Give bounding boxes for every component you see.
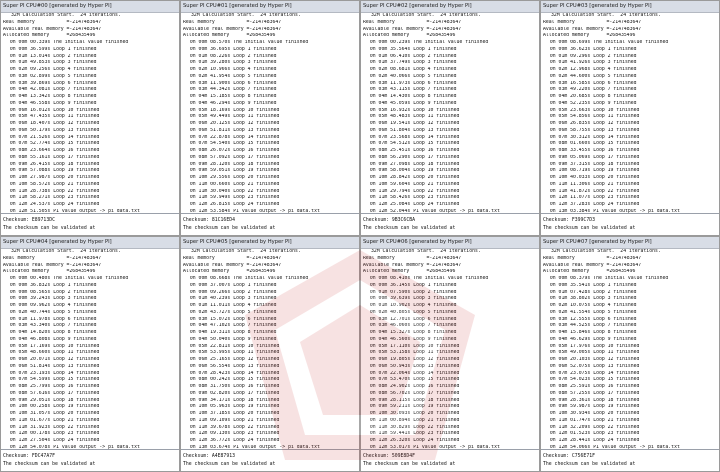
loop-line: 0h 04m 19.311s Loop 8 finished: [187, 330, 277, 335]
memory-line: Available real memory =-2147483647: [363, 26, 462, 32]
loop-line: 0h 11m 11.306s Loop 21 finished: [547, 181, 640, 187]
loop-line: 0h 04m 14.430s Loop 8 finished: [367, 94, 457, 99]
loop-line: 0h 10m 30.093s Loop 20 finished: [367, 411, 460, 416]
loop-line: 0h 08m 31.750s Loop 16 finished: [187, 384, 280, 389]
loop-line: 0h 11m 01.747s Loop 21 finished: [547, 417, 640, 423]
checksum-note: The checksum can be validated at: [3, 461, 96, 467]
checksum-label: Checksum: 81C16ED4: [183, 218, 235, 223]
pi-output-line: 0h 12m 53.017s PI value output -> pi_data.txt: [367, 444, 500, 450]
loop-line: 0h 11m 01.677s Loop 21 finished: [7, 417, 100, 423]
memory-line: Available real memory =-2147483647: [543, 26, 642, 32]
loop-line: 0h 09m 57.088s Loop 19 finished: [7, 168, 100, 174]
loop-line: 0h 05m 49.005s Loop 11 finished: [547, 350, 640, 356]
loop-line: 0h 07m 23.075s Loop 14 finished: [547, 370, 640, 376]
memory-line: Real memory =-2147483647: [3, 19, 102, 25]
loop-line: 0h 08m 25.799s Loop 16 finished: [7, 384, 100, 389]
loop-line: 0h 12m 00.178s Loop 23 finished: [7, 431, 100, 437]
window-title[interactable]: Super PI CPU#02 [generated by Hyper PI]: [361, 1, 539, 13]
window-title[interactable]: Super PI CPU#06 [generated by Hyper PI]: [361, 237, 539, 249]
loop-line: 0h 09m 58.004s Loop 19 finished: [367, 168, 460, 174]
window-title[interactable]: Super PI CPU#05 [generated by Hyper PI]: [181, 237, 359, 249]
loop-line: 0h 09m 37.315s Loop 18 finished: [547, 161, 640, 167]
loop-line: 0h 00m 36.832s Loop 1 finished: [7, 282, 97, 288]
loop-line: 0h 08m 56.702s Loop 17 finished: [367, 390, 460, 396]
loop-line: 0h 04m 13.342s Loop 8 finished: [7, 94, 97, 99]
loop-line: 0h 03m 11.973s Loop 6 finished: [367, 80, 457, 86]
loop-line: 0h 00m 36.623s Loop 1 finished: [547, 46, 637, 52]
loop-line: 0h 05m 17.110s Loop 10 finished: [367, 343, 460, 349]
loop-line: 0h 08m 25.451s Loop 16 finished: [367, 148, 460, 153]
checksum-label: Checksum: FDC47A7F: [3, 454, 55, 459]
loop-line: 0h 04m 46.629s Loop 9 finished: [547, 336, 637, 342]
checksum-note: The checksum can be validated at: [363, 225, 456, 231]
loop-line: 0h 01m 11.011s Loop 4 finished: [187, 303, 277, 308]
loop-line: 0h 10m 08.719s Loop 19 finished: [547, 168, 640, 174]
calculation-header: 32M Calculation Start. 24 iterations.: [11, 13, 121, 18]
checksum-label: Checksum: 509E8D4F: [363, 454, 415, 459]
loop-line: 0h 08m 57.616s Loop 17 finished: [7, 390, 100, 396]
loop-line: 0h 08m 00.242s Loop 15 finished: [187, 377, 280, 383]
initial-value-line: 0h 00m 08.410s The initial value finished: [367, 276, 489, 281]
console-output[interactable]: [541, 249, 719, 450]
loop-line: 0h 08m 57.092s Loop 17 finished: [187, 154, 280, 160]
loop-line: 0h 04m 50.040s Loop 9 finished: [187, 336, 277, 342]
loop-line: 0h 09m 02.820s Loop 17 finished: [187, 390, 280, 396]
loop-line: 0h 02m 43.727s Loop 5 finished: [187, 309, 277, 315]
loop-line: 0h 11m 28.738s Loop 22 finished: [7, 188, 100, 194]
loop-line: 0h 11m 30.829s Loop 22 finished: [367, 424, 460, 430]
loop-line: 0h 10m 30.934s Loop 20 finished: [547, 411, 640, 416]
loop-line: 0h 05m 47.435s Loop 11 finished: [7, 114, 100, 120]
loop-line: 0h 06m 51.804s Loop 13 finished: [367, 127, 460, 133]
loop-line: 0h 07m 30.312s Loop 14 finished: [547, 134, 640, 140]
memory-line: Real memory =-2147483647: [3, 255, 102, 261]
loop-line: 0h 06m 50.179s Loop 13 finished: [7, 127, 100, 133]
loop-line: 0h 07m 54.540s Loop 15 finished: [187, 141, 280, 147]
checksum-note: The checksum can be validated at: [543, 461, 636, 467]
loop-line: 0h 00m 09.962s Loop 4 finished: [7, 303, 97, 308]
loop-line: 0h 00m 36.695s Loop 1 finished: [187, 46, 277, 52]
loop-line: 0h 07m 21.526s Loop 14 finished: [7, 134, 100, 140]
pi-output-line: 0h 13m 03.674s PI value output -> pi_data.txt: [187, 444, 320, 450]
checksum-note: The checksum can be validated at: [543, 225, 636, 231]
loop-line: 0h 11m 58.271s Loop 23 finished: [7, 195, 100, 201]
loop-line: 0h 02m 08.681s Loop 4 finished: [367, 67, 457, 72]
checksum-area: [181, 450, 359, 468]
loop-line: 0h 08m 25.591s Loop 16 finished: [547, 384, 640, 389]
calculation-header: 32M Calculation Start. 24 iterations.: [371, 249, 481, 254]
loop-line: 0h 04m 20.685s Loop 8 finished: [547, 94, 637, 99]
loop-line: 0h 07m 23.193s Loop 14 finished: [7, 370, 100, 376]
loop-line: 0h 10m 31.057s Loop 20 finished: [7, 411, 100, 416]
loop-line: 0h 08m 26.072s Loop 16 finished: [187, 148, 280, 153]
loop-line: 0h 05m 48.660s Loop 11 finished: [7, 350, 100, 356]
pi-output-line: 0h 13m 03.384s PI value output -> pi_data.txt: [547, 208, 680, 214]
loop-line: 0h 10m 00.258s Loop 19 finished: [7, 404, 100, 410]
loop-line: 0h 12m 26.815s Loop 24 finished: [187, 202, 280, 207]
loop-line: 0h 07m 52.774s Loop 15 finished: [7, 141, 100, 147]
checksum-note: The checksum can be validated at: [3, 225, 96, 231]
memory-line: Allocated memory =268435496: [183, 33, 276, 39]
loop-line: 0h 02m 10.075s Loop 4 finished: [547, 303, 637, 308]
loop-line: 0h 09m 59.211s Loop 19 finished: [367, 404, 460, 410]
loop-line: 0h 07m 54.599s Loop 15 finished: [7, 377, 100, 383]
loop-line: 0h 07m 23.568s Loop 14 finished: [367, 134, 460, 140]
loop-line: 0h 04m 45.059s Loop 9 finished: [367, 100, 457, 106]
loop-line: 0h 11m 41.872s Loop 22 finished: [547, 188, 640, 194]
loop-line: 0h 11m 09.109s Loop 21 finished: [187, 417, 280, 423]
loop-line: 0h 06m 51.814s Loop 13 finished: [7, 363, 100, 369]
loop-line: 0h 01m 07.428s Loop 2 finished: [547, 289, 637, 295]
loop-line: 0h 07m 54.512s Loop 15 finished: [367, 141, 460, 147]
initial-value-line: 0h 00m 08.379s The initial value finished: [547, 276, 669, 281]
loop-line: 0h 11m 31.923s Loop 22 finished: [7, 424, 100, 430]
loop-line: 0h 00m 09.266s Loop 2 finished: [187, 289, 277, 295]
loop-line: 0h 07m 22.064s Loop 14 finished: [367, 370, 460, 376]
loop-line: 0h 06m 58.755s Loop 13 finished: [547, 127, 640, 133]
loop-line: 0h 03m 02.899s Loop 5 finished: [7, 73, 97, 79]
loop-line: 0h 06m 19.805s Loop 12 finished: [367, 357, 460, 362]
memory-line: Available real memory =-2147483647: [3, 262, 102, 268]
loop-line: 0h 02m 10.966s Loop 4 finished: [187, 67, 277, 72]
super-pi-window: [180, 0, 360, 236]
initial-value-line: 0h 00m 00.239s The initial value finished: [367, 40, 489, 45]
calculation-header: 32M Calculation Start. 24 iterations.: [11, 249, 121, 254]
loop-line: 0h 01m 40.239s Loop 3 finished: [187, 296, 277, 302]
checksum-area: [1, 214, 179, 232]
loop-line: 0h 10m 28.842s Loop 20 finished: [367, 175, 460, 180]
loop-line: 0h 08m 01.660s Loop 15 finished: [547, 141, 640, 147]
loop-line: 0h 08m 57.255s Loop 17 finished: [547, 390, 640, 396]
loop-line: 0h 05m 22.811s Loop 10 finished: [187, 343, 280, 349]
checksum-label: Checksum: E89713DC: [3, 218, 55, 223]
window-title[interactable]: Super PI CPU#00 [generated by Hyper PI]: [1, 1, 179, 13]
initial-value-line: 0h 00m 00.339s The initial value finished: [7, 40, 129, 45]
loop-line: 0h 09m 27.098s Loop 18 finished: [367, 161, 460, 167]
loop-line: 0h 12m 01.523s Loop 23 finished: [547, 431, 640, 437]
loop-line: 0h 06m 52.075s Loop 13 finished: [547, 363, 640, 369]
loop-line: 0h 05m 23.663s Loop 10 finished: [547, 107, 640, 113]
loop-line: 0h 12m 25.084s Loop 24 finished: [367, 202, 460, 207]
loop-line: 0h 03m 39.869s Loop 6 finished: [7, 80, 97, 86]
loop-line: 0h 00m 36.599s Loop 1 finished: [7, 46, 97, 52]
super-pi-window: [180, 236, 360, 472]
loop-line: 0h 08m 24.902s Loop 16 finished: [367, 384, 460, 389]
loop-line: 0h 02m 12.968s Loop 4 finished: [547, 67, 637, 72]
loop-line: 0h 09m 29.051s Loop 18 finished: [7, 397, 100, 403]
pi-output-line: 0h 12m 53.584s PI value output -> pi_data.txt: [187, 208, 320, 214]
loop-line: 0h 01m 08.226s Loop 2 finished: [187, 53, 277, 59]
loop-line: 0h 04m 42.081s Loop 7 finished: [7, 87, 97, 93]
initial-value-line: 0h 00m 08.570s The initial value finished: [187, 40, 309, 45]
pi-output-line: 0h 12m 54.066s PI value output -> pi_data.txt: [547, 444, 680, 450]
loop-line: 0h 12m 28.441s Loop 24 finished: [547, 438, 640, 443]
loop-line: 0h 01m 09.296s Loop 2 finished: [547, 53, 637, 59]
loop-line: 0h 07m 54.023s Loop 15 finished: [547, 377, 640, 383]
loop-line: 0h 10m 37.185s Loop 20 finished: [187, 411, 280, 416]
super-pi-window: [0, 0, 180, 236]
loop-line: 0h 09m 59.987s Loop 19 finished: [547, 404, 640, 410]
initial-value-line: 0h 00m 00.480s The initial value finished: [7, 276, 129, 281]
memory-line: Real memory =-2147483647: [543, 19, 642, 25]
loop-line: 0h 00m 39.243s Loop 3 finished: [7, 296, 97, 302]
checksum-area: [541, 214, 719, 232]
loop-line: 0h 09m 28.120s Loop 18 finished: [187, 161, 280, 167]
loop-line: 0h 01m 39.280s Loop 3 finished: [187, 60, 277, 66]
loop-line: 0h 01m 13.014s Loop 2 finished: [7, 53, 97, 59]
loop-line: 0h 11m 00.894s Loop 21 finished: [367, 417, 460, 423]
checksum-area: [361, 214, 539, 232]
checksum-note: The checksum can be validated at: [183, 225, 276, 231]
loop-line: 0h 03m 43.115s Loop 7 finished: [367, 87, 457, 93]
loop-line: 0h 10m 40.033s Loop 20 finished: [547, 175, 640, 180]
loop-line: 0h 08m 23.664s Loop 16 finished: [7, 148, 100, 153]
loop-line: 0h 10m 58.572s Loop 21 finished: [7, 181, 100, 187]
loop-line: 0h 10m 27.987s Loop 20 finished: [7, 175, 100, 180]
loop-line: 0h 02m 41.554s Loop 5 finished: [547, 309, 637, 315]
loop-line: 0h 05m 48.483s Loop 11 finished: [367, 114, 460, 120]
loop-line: 0h 04m 52.235s Loop 9 finished: [547, 100, 637, 106]
loop-line: 0h 03m 44.342s Loop 7 finished: [187, 87, 277, 93]
loop-line: 0h 04m 15.327s Loop 8 finished: [367, 330, 457, 335]
loop-line: 0h 04m 15.185s Loop 8 finished: [187, 94, 277, 99]
loop-line: 0h 12m 09.130s Loop 23 finished: [187, 431, 280, 437]
console-output[interactable]: [181, 249, 359, 450]
loop-line: 0h 11m 59.441s Loop 23 finished: [367, 431, 460, 437]
loop-line: 0h 05m 18.169s Loop 10 finished: [187, 107, 280, 113]
loop-line: 0h 01m 06.410s Loop 2 finished: [367, 53, 457, 59]
pi-output-line: 0h 12m 54.078s PI value output -> pi_data.txt: [7, 444, 140, 450]
checksum-label: Checksum: A4E87913: [183, 454, 235, 459]
window-title[interactable]: Super PI CPU#04 [generated by Hyper PI]: [1, 237, 179, 249]
memory-line: Real memory =-2147483647: [543, 255, 642, 261]
initial-value-line: 0h 00m 08.668s The initial value finished: [187, 276, 309, 281]
console-output[interactable]: [1, 13, 179, 214]
loop-line: 0h 09m 28.115s Loop 18 finished: [367, 397, 460, 403]
super-pi-window: [360, 0, 540, 236]
loop-line: 0h 11m 29.794s Loop 22 finished: [367, 188, 460, 194]
loop-line: 0h 03m 44.525s Loop 7 finished: [547, 323, 637, 329]
loop-line: 0h 06m 20.071s Loop 12 finished: [7, 357, 100, 362]
checksum-label: Checksum: F399C7D3: [543, 218, 595, 223]
memory-line: Available real memory =-2147483647: [3, 26, 102, 32]
loop-line: 0h 09m 28.361s Loop 18 finished: [547, 397, 640, 403]
initial-value-line: 0h 00m 08.699s The initial value finished: [547, 40, 669, 45]
super-pi-window: [540, 236, 720, 472]
loop-line: 0h 04m 46.808s Loop 9 finished: [7, 336, 97, 342]
loop-line: 0h 06m 18.407s Loop 12 finished: [7, 121, 100, 126]
loop-line: 0h 06m 51.811s Loop 13 finished: [187, 127, 280, 133]
loop-line: 0h 02m 40.066s Loop 5 finished: [367, 73, 457, 79]
pi-output-line: 0h 12m 51.505s PI value output -> pi_data.txt: [7, 208, 140, 214]
loop-line: 0h 11m 30.040s Loop 22 finished: [187, 188, 280, 194]
loop-line: 0h 01m 49.853s Loop 3 finished: [7, 60, 97, 66]
console-output[interactable]: [541, 13, 719, 214]
memory-line: Available real memory =-2147483647: [183, 26, 282, 32]
loop-line: 0h 06m 20.103s Loop 12 finished: [547, 357, 640, 362]
console-output[interactable]: [1, 249, 179, 450]
calculation-header: 32M Calculation Start. 24 iterations.: [551, 13, 661, 18]
loop-line: 0h 01m 37.749s Loop 3 finished: [367, 60, 457, 66]
memory-line: Allocated memory =268435496: [363, 33, 456, 39]
loop-line: 0h 05m 53.995s Loop 11 finished: [187, 350, 280, 356]
loop-line: 0h 00m 08.565s Loop 2 finished: [7, 289, 97, 295]
loop-line: 0h 07m 53.470s Loop 15 finished: [367, 377, 460, 383]
calculation-header: 32M Calculation Start. 24 iterations.: [551, 249, 661, 254]
loop-line: 0h 04m 47.102s Loop 7 finished: [187, 323, 277, 329]
super-pi-window: [540, 0, 720, 236]
loop-line: 0h 04m 46.294s Loop 9 finished: [187, 100, 277, 106]
memory-line: Available real memory =-2147483647: [183, 262, 282, 268]
loop-line: 0h 03m 16.585s Loop 6 finished: [547, 80, 637, 86]
loop-line: 0h 05m 17.976s Loop 10 finished: [547, 343, 640, 349]
loop-line: 0h 10m 29.556s Loop 20 finished: [187, 175, 280, 180]
loop-line: 0h 12m 27.504s Loop 24 finished: [7, 438, 100, 443]
memory-line: Real memory =-2147483647: [183, 19, 282, 25]
loop-line: 0h 06m 16.012s Loop 10 finished: [7, 107, 100, 113]
window-title[interactable]: Super PI CPU#01 [generated by Hyper PI]: [181, 1, 359, 13]
loop-line: 0h 03m 12.555s Loop 6 finished: [547, 316, 637, 322]
loop-line: 0h 09m 34.171s Loop 18 finished: [187, 397, 280, 403]
loop-line: 0h 01m 10.902s Loop 4 finished: [367, 303, 457, 308]
loop-line: 0h 07m 28.423s Loop 14 finished: [187, 370, 280, 376]
loop-line: 0h 00m 36.145s Loop 1 finished: [367, 282, 457, 288]
loop-line: 0h 04m 46.558s Loop 9 finished: [7, 100, 97, 106]
loop-line: 0h 06m 19.541s Loop 12 finished: [367, 121, 460, 126]
loop-line: 0h 11m 58.426s Loop 23 finished: [367, 195, 460, 201]
loop-line: 0h 00m 39.639s Loop 3 finished: [367, 296, 457, 302]
checksum-area: [1, 450, 179, 468]
memory-line: Real memory =-2147483647: [363, 255, 462, 261]
loop-line: 0h 11m 00.660s Loop 21 finished: [187, 181, 280, 187]
loop-line: 0h 11m 59.949s Loop 23 finished: [187, 195, 280, 201]
checksum-note: The checksum can be validated at: [183, 461, 276, 467]
checksum-label: Checksum: 9B3C6CBA: [363, 218, 415, 223]
loop-line: 0h 09m 05.069s Loop 17 finished: [547, 154, 640, 160]
loop-line: 0h 12m 36.772s Loop 24 finished: [187, 438, 280, 443]
loop-line: 0h 12m 26.320s Loop 24 finished: [367, 438, 460, 443]
memory-line: Allocated memory =268435496: [363, 269, 456, 275]
loop-line: 0h 02m 40.744s Loop 5 finished: [7, 309, 97, 315]
memory-line: Allocated memory =268435496: [543, 33, 636, 39]
loop-line: 0h 01m 41.926s Loop 3 finished: [547, 60, 637, 66]
loop-line: 0h 00m 35.541s Loop 1 finished: [547, 282, 637, 288]
checksum-area: [181, 214, 359, 232]
memory-line: Real memory =-2147483647: [183, 255, 282, 261]
console-output[interactable]: [361, 249, 539, 450]
memory-line: Available real memory =-2147483647: [363, 262, 462, 268]
loop-line: 0h 02m 09.256s Loop 4 finished: [7, 67, 97, 72]
loop-line: 0h 05m 17.169s Loop 10 finished: [7, 343, 100, 349]
loop-line: 0h 05m 54.856s Loop 11 finished: [547, 114, 640, 120]
loop-line: 0h 01m 07.590s Loop 2 finished: [367, 289, 457, 295]
window-title[interactable]: Super PI CPU#07 [generated by Hyper PI]: [541, 237, 719, 249]
memory-line: Allocated memory =268435496: [183, 269, 276, 275]
loop-line: 0h 05m 53.158s Loop 11 finished: [367, 350, 460, 356]
loop-line: 0h 12m 24.537s Loop 24 finished: [7, 202, 100, 207]
pi-output-line: 0h 12m 52.044s PI value output -> pi_data.txt: [367, 208, 500, 214]
loop-line: 0h 11m 32.209s Loop 22 finished: [547, 424, 640, 430]
loop-line: 0h 02m 44.600s Loop 5 finished: [547, 73, 637, 79]
loop-line: 0h 03m 46.060s Loop 7 finished: [367, 323, 457, 329]
loop-line: 0h 06m 56.554s Loop 13 finished: [187, 363, 280, 369]
loop-line: 0h 12m 37.283s Loop 24 finished: [547, 202, 640, 207]
loop-line: 0h 09m 59.051s Loop 19 finished: [187, 168, 280, 174]
loop-line: 0h 06m 26.835s Loop 12 finished: [547, 121, 640, 126]
loop-line: 0h 06m 20.125s Loop 12 finished: [187, 121, 280, 126]
loop-line: 0h 04m 14.820s Loop 8 finished: [7, 330, 97, 335]
loop-line: 0h 08m 56.290s Loop 17 finished: [367, 154, 460, 160]
loop-line: 0h 01m 38.802s Loop 3 finished: [547, 296, 637, 302]
loop-line: 0h 05m 49.449s Loop 11 finished: [187, 114, 280, 120]
loop-line: 0h 09m 26.415s Loop 18 finished: [7, 161, 100, 167]
console-output[interactable]: [181, 13, 359, 214]
memory-line: Available real memory =-2147483647: [543, 262, 642, 268]
loop-line: 0h 10m 59.604s Loop 21 finished: [367, 181, 460, 187]
console-output[interactable]: [361, 13, 539, 214]
memory-line: Allocated memory =268435496: [3, 269, 96, 275]
calculation-header: 32M Calculation Start. 24 iterations.: [191, 13, 301, 18]
loop-line: 0h 03m 11.900s Loop 6 finished: [187, 80, 277, 86]
memory-line: Allocated memory =268435496: [3, 33, 96, 39]
super-pi-window: [0, 236, 180, 472]
checksum-area: [361, 450, 539, 468]
loop-line: 0h 08m 55.161s Loop 17 finished: [7, 154, 100, 160]
loop-line: 0h 00m 37.007s Loop 1 finished: [187, 282, 277, 288]
memory-line: Real memory =-2147483647: [363, 19, 462, 25]
loop-line: 0h 05m 16.932s Loop 10 finished: [367, 107, 460, 113]
checksum-note: The checksum can be validated at: [363, 461, 456, 467]
loop-line: 0h 08m 33.455s Loop 16 finished: [547, 148, 640, 153]
calculation-header: 32M Calculation Start. 24 iterations.: [191, 249, 301, 254]
loop-line: 0h 01m 11.978s Loop 6 finished: [7, 316, 97, 322]
loop-line: 0h 03m 49.220s Loop 7 finished: [547, 87, 637, 93]
loop-line: 0h 00m 35.564s Loop 1 finished: [367, 46, 457, 52]
loop-line: 0h 10m 05.963s Loop 19 finished: [187, 404, 280, 410]
window-title[interactable]: Super PI CPU#03 [generated by Hyper PI]: [541, 1, 719, 13]
loop-line: 0h 02m 41.954s Loop 5 finished: [187, 73, 277, 79]
loop-line: 0h 07m 22.878s Loop 14 finished: [187, 134, 280, 140]
memory-line: Allocated memory =268435496: [543, 269, 636, 275]
loop-line: 0h 11m 39.678s Loop 22 finished: [187, 424, 280, 430]
loop-line: 0h 12m 11.077s Loop 23 finished: [547, 195, 640, 201]
loop-line: 0h 06m 25.165s Loop 12 finished: [187, 357, 280, 362]
loop-line: 0h 06m 50.943s Loop 13 finished: [367, 363, 460, 369]
checksum-area: [541, 450, 719, 468]
loop-line: 0h 02m 40.805s Loop 5 finished: [367, 309, 457, 315]
checksum-label: Checksum: C756E71F: [543, 454, 595, 459]
calculation-header: 32M Calculation Start. 24 iterations.: [371, 13, 481, 18]
super-pi-window: [360, 236, 540, 472]
loop-line: 0h 03m 15.072s Loop 6 finished: [187, 316, 277, 322]
loop-line: 0h 03m 43.340s Loop 7 finished: [7, 323, 97, 329]
loop-line: 0h 04m 46.560s Loop 9 finished: [367, 336, 457, 342]
loop-line: 0h 04m 15.846s Loop 8 finished: [547, 330, 637, 335]
loop-line: 0h 03m 12.701s Loop 6 finished: [367, 316, 457, 322]
